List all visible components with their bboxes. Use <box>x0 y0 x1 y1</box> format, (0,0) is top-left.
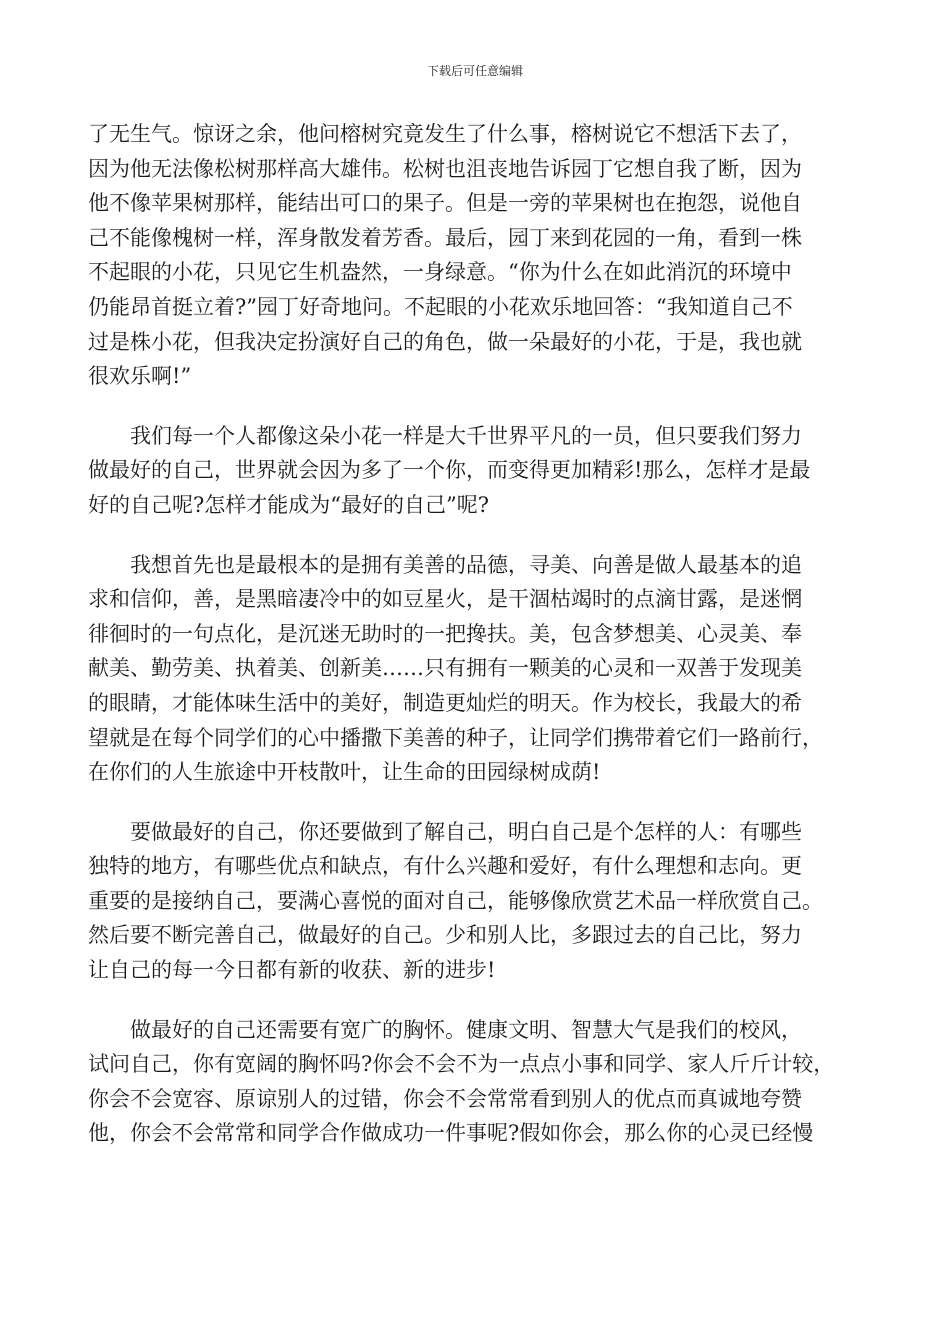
page-header: 下载后可任意编辑 <box>426 64 523 78</box>
paragraph <box>88 117 860 394</box>
text-line: 你会不会宽容、原谅别人的过错，你会不会常常看到别人的优点而真诚地夸赞 <box>88 1086 802 1111</box>
text-line: 过是株小花，但我决定扮演好自己的角色，做一朵最好的小花，于是，我也就 <box>88 329 802 354</box>
text-line: 好的自己呢?怎样才能成为“最好的自己”呢? <box>88 492 489 517</box>
text-line: 献美、勤劳美、执着美、创新美……只有拥有一颗美的心灵和一双善于发现美 <box>88 656 802 681</box>
text-line: 因为他无法像松树那样高大雄伟。松树也沮丧地告诉园丁它想自我了断，因为 <box>88 156 802 181</box>
text-line: 他不像苹果树那样，能结出可口的果子。但是一旁的苹果树也在抱怨，说他自 <box>88 191 802 216</box>
text-line: 不起眼的小花，只见它生机盎然，一身绿意。“你为什么在如此消沉的环境中 <box>88 260 792 285</box>
text-line: 很欢乐啊!” <box>88 364 192 389</box>
text-line: 了无生气。惊讶之余，他问榕树究竟发生了什么事，榕树说它不想活下去了， <box>88 122 802 146</box>
text-line: 做最好的自己还需要有宽广的胸怀。健康文明、智慧大气是我们的校风， <box>130 1017 802 1042</box>
paragraph <box>88 548 860 790</box>
text-line: 做最好的自己，世界就会因为多了一个你，而变得更加精彩!那么，怎样才是最 <box>88 458 811 483</box>
text-line: 望就是在每个同学们的心中播撒下美善的种子，让同学们携带着它们一路前行， <box>88 725 823 750</box>
document-body <box>88 117 860 1151</box>
text-line: 我想首先也是最根本的是拥有美善的品德，寻美、向善是做人最基本的追 <box>130 552 802 577</box>
text-line: 让自己的每一今日都有新的收获、新的进步! <box>88 958 496 983</box>
text-line: 的眼睛，才能体味生活中的美好，制造更灿烂的明天。作为校长，我最大的希 <box>88 690 802 715</box>
text-line: 试问自己，你有宽阔的胸怀吗?你会不会不为一点点小事和同学、家人斤斤计较， <box>88 1052 835 1077</box>
text-line: 我们每一个人都像这朵小花一样是大千世界平凡的一员，但只要我们努力 <box>130 423 802 448</box>
text-line: 重要的是接纳自己，要满心喜悦的面对自己，能够像欣赏艺术品一样欣赏自己。 <box>88 888 823 913</box>
text-line: 徘徊时的一句点化，是沉迷无助时的一把搀扶。美，包含梦想美、心灵美、奉 <box>88 621 802 646</box>
paragraph <box>88 815 860 988</box>
text-line: 在你们的人生旅途中开枝散叶，让生命的田园绿树成荫! <box>88 760 601 785</box>
paragraph <box>88 419 860 523</box>
text-line: 仍能昂首挺立着?”园丁好奇地问。不起眼的小花欢乐地回答：“我知道自己不 <box>88 294 793 319</box>
text-line: 独特的地方，有哪些优点和缺点，有什么兴趣和爱好，有什么理想和志向。更 <box>88 854 802 879</box>
paragraph <box>88 1013 860 1151</box>
text-line: 然后要不断完善自己，做最好的自己。少和别人比，多跟过去的自己比，努力 <box>88 923 802 948</box>
text-line: 己不能像槐树一样，浑身散发着芳香。最后，园丁来到花园的一角，看到一株 <box>88 225 802 250</box>
text-line: 要做最好的自己，你还要做到了解自己，明白自己是个怎样的人：有哪些 <box>130 819 802 844</box>
text-line: 求和信仰，善，是黑暗凄冷中的如豆星火，是干涸枯竭时的点滴甘露，是迷惘 <box>88 587 802 612</box>
text-line: 他，你会不会常常和同学合作做成功一件事呢?假如你会，那么你的心灵已经慢 <box>88 1121 814 1146</box>
